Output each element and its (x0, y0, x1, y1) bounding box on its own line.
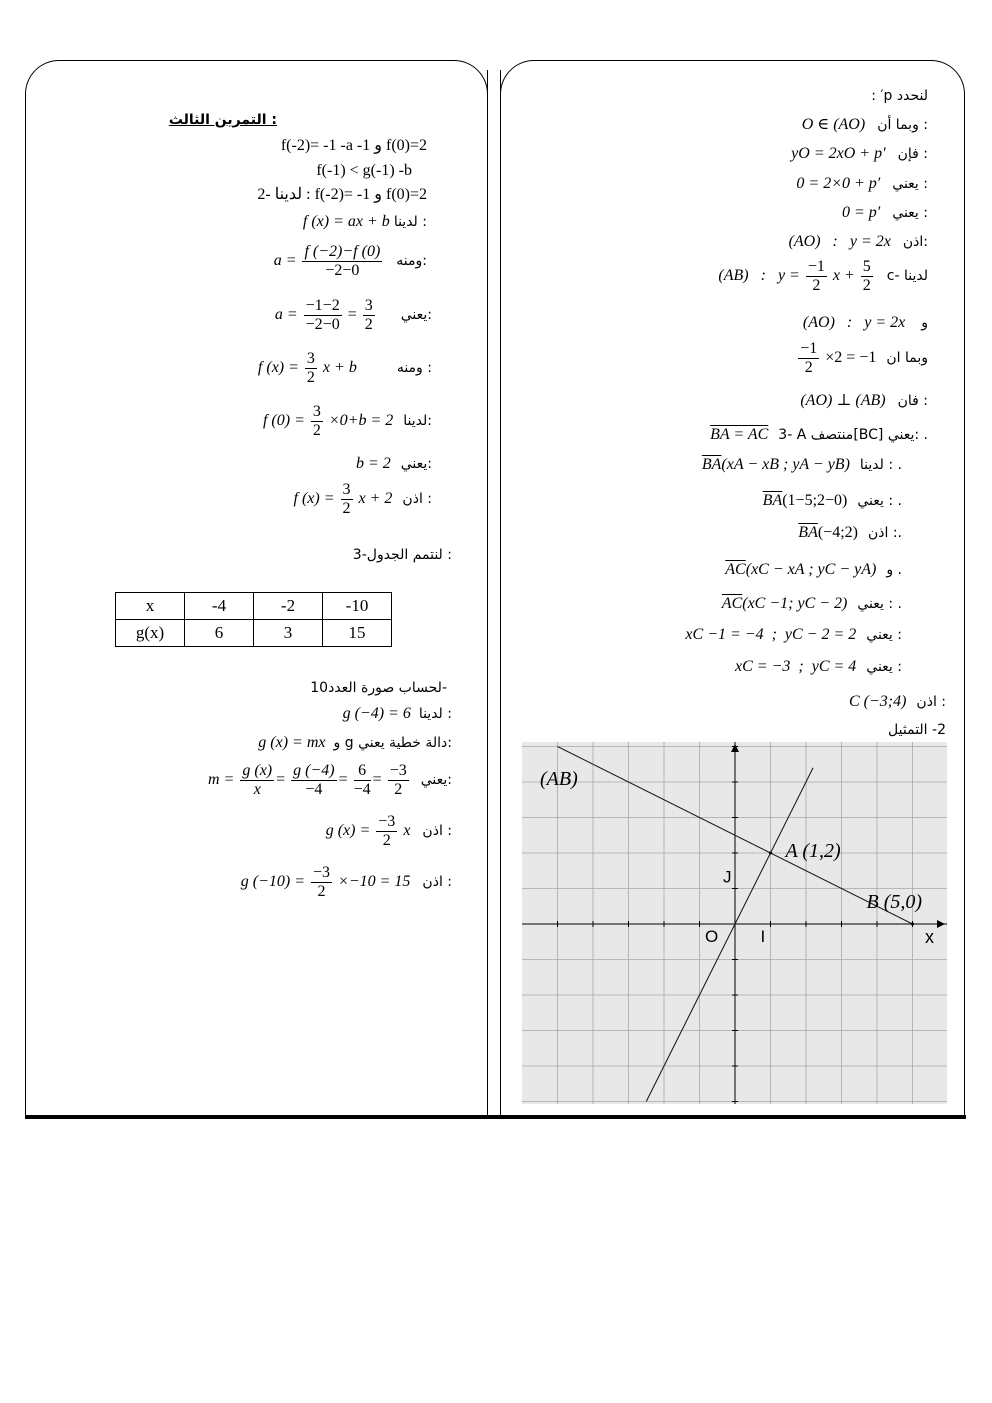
point-a (769, 852, 772, 855)
label-unit-j: J (723, 867, 732, 887)
left-line-2: f(-1) < g(-1) -b (316, 162, 412, 179)
table-cell: -10 (323, 593, 392, 620)
table-row (116, 620, 392, 647)
calc-title: لحساب صورة العدد10- (310, 680, 447, 696)
right-line-3: yO = 2xO + p′ فإن : (791, 145, 928, 162)
calc-line-2: g (x) = mx و g دالة خطية يعني: (258, 734, 452, 751)
left-line-6: a = $\frac{-1-2}{-2-0}$ = $\frac{3}{2}$ يعني: (274, 297, 432, 333)
right-line-8: (AO) : y = 2x و (802, 314, 928, 331)
right-line-13: $\overline{BA}(1-5;2-0)$ يعني : . (762, 492, 902, 509)
label-unit-i: I (760, 927, 766, 946)
left-line-8: f (0) = $\frac{3}{2}$ ×0+b = 2 لدينا: (262, 403, 432, 439)
left-line-4: f (x) = ax + b لدينا : (302, 213, 427, 230)
right-line-9: $\frac{-1}{2}$ ×2 = −1 وبما ان (800, 340, 928, 376)
coordinate-graph (522, 742, 947, 1104)
label-line-ab: (AB) (540, 768, 578, 790)
table-title: 3-لنتمم الجدول : (352, 547, 452, 563)
right-line-1: لنحدد p′ : (871, 88, 928, 104)
right-line-4: 0 = 2×0 + p′ يعني : (796, 175, 928, 192)
divider-left (487, 70, 488, 1115)
calc-line-1: g (−4) = 6 لدينا : (342, 705, 452, 722)
right-line-5: 0 = p′ يعني : (841, 204, 928, 221)
right-line-11: BA = AC 3- A منتصف[BC] يعني: . (710, 426, 928, 443)
label-origin: O (705, 927, 719, 946)
exercise-title: التمرين الثالث : (168, 112, 277, 128)
right-line-18: xC = −3 ; yC = 4 يعني : (735, 658, 902, 675)
bottom-rule (25, 1115, 966, 1119)
label-x-axis: x (925, 927, 934, 947)
right-line-6: (AO) : y = 2x اذن: (788, 233, 928, 250)
right-line-2: O ∈ (AO) وبما أن : (801, 116, 928, 133)
values-table (115, 592, 392, 647)
point-b (911, 923, 914, 926)
right-line-17: xC −1 = −4 ; yC − 2 = 2 يعني : (685, 626, 902, 643)
table-cell: g(x) (116, 620, 185, 647)
right-line-15: $\overline{AC}(xC$ − xA ; yC − yA) و . (725, 561, 902, 578)
divider-right (500, 70, 501, 1115)
left-line-3: f(0)=2 و f(-2)= -1 : لدينا -2 (257, 186, 427, 203)
right-line-10: (AO) ⊥ (AB) فان : (800, 392, 928, 409)
calc-line-3: m = $\frac{g (x)}{x}$ = $\frac{g (-4)}{-4}$ = $\frac{6}{-4}$ = $\frac{-3}{2}$ يعني: (208, 762, 452, 798)
calc-line-5: g (−10) = $\frac{-3}{2}$ ×−10 = 15 اذن : (240, 864, 452, 900)
right-line-14: $\overline{BA}(-4;2)$ اذن :. (798, 524, 902, 541)
right-line-7: (AB) : y = $\frac{-1}{2}$ x + $\frac{5}{2}$ c- لدينا (718, 258, 928, 294)
left-line-1: f(0)=2 و f(-2)= -1 -a -1 (280, 137, 427, 154)
left-line-5: a = $\frac{f (-2)-f (0)}{-2-0}$ ومنه: (273, 243, 427, 279)
table-cell: -2 (254, 593, 323, 620)
table-cell: 15 (323, 620, 392, 647)
table-cell: x (116, 593, 185, 620)
table-cell: 6 (185, 620, 254, 647)
table-cell: 3 (254, 620, 323, 647)
table-row (116, 593, 392, 620)
graph-title: 2- التمثيل (888, 722, 946, 738)
right-line-12: $\overline{BA}(xA$ − xB ; yA − yB) لدينا : . (701, 456, 902, 473)
left-line-7: f (x) = $\frac{3}{2}$ x + b ومنه : (257, 350, 432, 386)
label-point-a: A (1,2) (785, 840, 841, 862)
table-cell: -4 (185, 593, 254, 620)
calc-line-4: g (x) = $\frac{-3}{2}$ x اذن : (325, 813, 452, 849)
right-line-19: C (−3;4) اذن : (848, 693, 946, 710)
label-point-b: B (5,0) (866, 891, 923, 913)
left-line-9: b = 2 يعني: (355, 455, 432, 472)
right-line-16: $\overline{AC}(xC -1$; yC − 2) يعني : . (721, 595, 902, 612)
left-line-10: f (x) = $\frac{3}{2}$ x + 2 اذن : (293, 481, 432, 517)
